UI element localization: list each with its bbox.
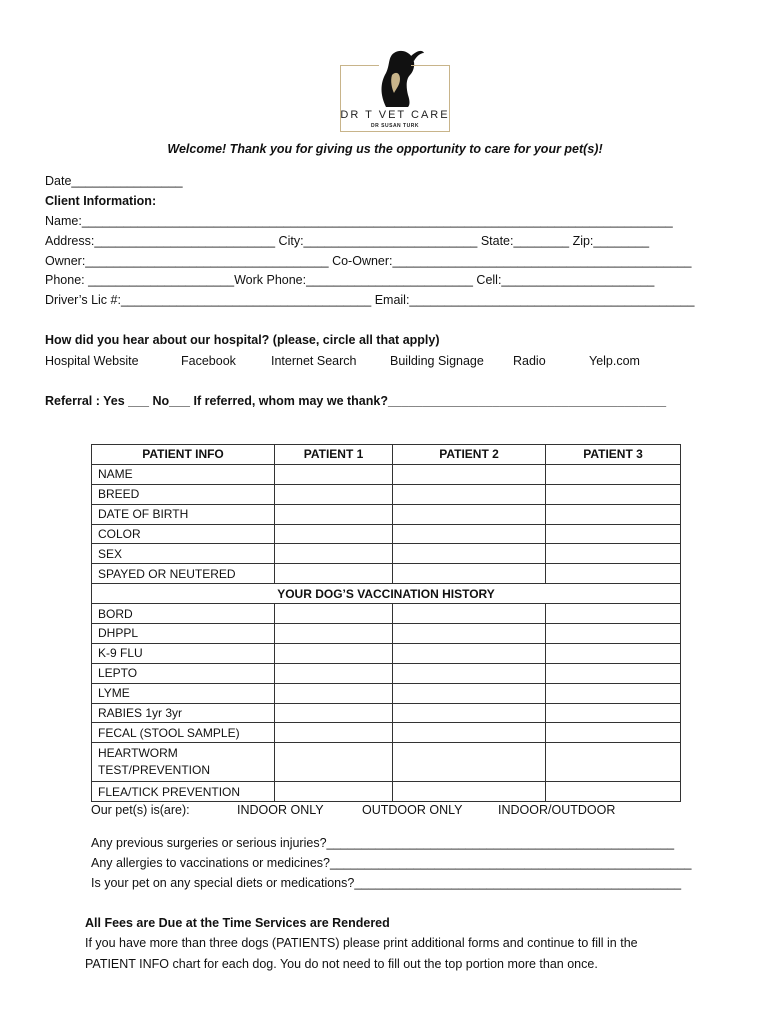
row-label: LYME (92, 683, 275, 703)
address-line[interactable]: Address:__________________________ City:_________________________ State:________ Zip:________ (45, 234, 650, 248)
question-diets[interactable]: Is your pet on any special diets or medications?_______________________________________________ (91, 876, 682, 890)
hear-question: How did you hear about our hospital? (please, circle all that apply) (45, 333, 440, 347)
row-label: FECAL (STOOL SAMPLE) (92, 723, 275, 743)
table-cell[interactable] (546, 743, 681, 782)
name-field[interactable]: Name:_____________________________________________________________________________________ (45, 214, 673, 228)
table-cell[interactable] (275, 604, 393, 624)
table-cell[interactable] (393, 683, 546, 703)
table-cell[interactable] (546, 524, 681, 544)
header-patient-3: PATIENT 3 (546, 445, 681, 465)
row-label: SPAYED OR NEUTERED (92, 564, 275, 584)
fees-heading: All Fees are Due at the Time Services are Rendered (85, 916, 390, 930)
fees-note-line-2: PATIENT INFO chart for each dog. You do not need to fill out the top portion more than once. (85, 957, 598, 971)
phone-line[interactable]: Phone: _____________________Work Phone:________________________ Cell:______________________ (45, 273, 655, 287)
table-cell[interactable] (275, 723, 393, 743)
table-row (92, 524, 681, 544)
client-info-heading: Client Information: (45, 194, 157, 208)
question-surgeries[interactable]: Any previous surgeries or serious injuries?__________________________________________________ (91, 836, 675, 850)
row-label: BREED (92, 484, 275, 504)
table-cell[interactable] (393, 624, 546, 644)
table-cell[interactable] (275, 564, 393, 584)
table-cell[interactable] (546, 643, 681, 663)
table-row (92, 604, 681, 624)
table-cell[interactable] (275, 683, 393, 703)
pet-location-outdoor[interactable]: OUTDOOR ONLY (362, 803, 463, 817)
table-row (92, 683, 681, 703)
logo-brand: DR T VET CARE (340, 109, 450, 121)
table-row (92, 663, 681, 683)
row-label: K-9 FLU (92, 643, 275, 663)
table-cell[interactable] (546, 723, 681, 743)
table-cell[interactable] (393, 703, 546, 723)
table-cell[interactable] (546, 683, 681, 703)
row-label: NAME (92, 464, 275, 484)
logo (340, 45, 450, 135)
table-cell[interactable] (275, 703, 393, 723)
row-label: FLEA/TICK PREVENTION (92, 782, 275, 802)
question-allergies[interactable]: Any allergies to vaccinations or medicines?____________________________________________________ (91, 856, 692, 870)
table-cell[interactable] (546, 504, 681, 524)
header-patient-2: PATIENT 2 (393, 445, 546, 465)
table-row (92, 564, 681, 584)
table-row (92, 643, 681, 663)
hear-option-building-signage[interactable]: Building Signage (390, 354, 484, 368)
row-label: COLOR (92, 524, 275, 544)
license-email-line[interactable]: Driver’s Lic #:____________________________________ Email:_________________________________________ (45, 293, 695, 307)
table-row (92, 743, 681, 782)
hear-option-yelp[interactable]: Yelp.com (589, 354, 640, 368)
welcome-message: Welcome! Thank you for giving us the opportunity to care for your pet(s)! (167, 142, 603, 156)
table-cell[interactable] (546, 663, 681, 683)
table-cell[interactable] (275, 663, 393, 683)
table-cell[interactable] (393, 604, 546, 624)
table-cell[interactable] (393, 723, 546, 743)
table-row (92, 484, 681, 504)
hear-option-website[interactable]: Hospital Website (45, 354, 139, 368)
table-cell[interactable] (393, 663, 546, 683)
table-cell[interactable] (546, 703, 681, 723)
table-cell[interactable] (393, 782, 546, 802)
row-label-heartworm (92, 743, 275, 782)
header-patient-1: PATIENT 1 (275, 445, 393, 465)
table-cell[interactable] (393, 743, 546, 782)
table-cell[interactable] (546, 782, 681, 802)
row-label: LEPTO (92, 663, 275, 683)
table-cell[interactable] (546, 624, 681, 644)
table-cell[interactable] (275, 524, 393, 544)
table-cell[interactable] (546, 464, 681, 484)
pet-location-indoor[interactable]: INDOOR ONLY (237, 803, 324, 817)
table-cell[interactable] (393, 484, 546, 504)
table-header-row (92, 445, 681, 465)
table-cell[interactable] (393, 464, 546, 484)
table-cell[interactable] (275, 624, 393, 644)
table-row (92, 723, 681, 743)
table-cell[interactable] (275, 484, 393, 504)
hear-option-internet-search[interactable]: Internet Search (271, 354, 357, 368)
table-cell[interactable] (393, 643, 546, 663)
hear-option-facebook[interactable]: Facebook (181, 354, 236, 368)
row-label: DHPPL (92, 624, 275, 644)
table-cell[interactable] (275, 464, 393, 484)
table-row (92, 624, 681, 644)
table-cell[interactable] (275, 743, 393, 782)
table-cell[interactable] (275, 643, 393, 663)
fees-note-line-1: If you have more than three dogs (PATIENTS) please print additional forms and continue to fill in the (85, 936, 638, 950)
table-row (92, 782, 681, 802)
pet-location-indoor-outdoor[interactable]: INDOOR/OUTDOOR (498, 803, 616, 817)
hear-option-radio[interactable]: Radio (513, 354, 546, 368)
row-label: DATE OF BIRTH (92, 504, 275, 524)
table-cell[interactable] (546, 604, 681, 624)
table-cell[interactable] (393, 544, 546, 564)
table-row (92, 504, 681, 524)
logo-frame (340, 65, 450, 132)
table-cell[interactable] (393, 524, 546, 544)
table-row (92, 703, 681, 723)
table-cell[interactable] (275, 782, 393, 802)
referral-line[interactable]: Referral : Yes ___ No___ If referred, whom may we thank?________________________________________ (45, 394, 667, 408)
patient-info-table (91, 444, 681, 802)
table-cell[interactable] (393, 564, 546, 584)
vaccination-heading: YOUR DOG’S VACCINATION HISTORY (92, 584, 681, 604)
row-label: RABIES 1yr 3yr (92, 703, 275, 723)
date-field[interactable]: Date________________ (45, 174, 183, 188)
table-cell[interactable] (275, 504, 393, 524)
table-cell[interactable] (546, 544, 681, 564)
row-label: BORD (92, 604, 275, 624)
heartworm-label-1: HEARTWORM (98, 746, 178, 761)
table-row (92, 464, 681, 484)
header-patient-info: PATIENT INFO (92, 445, 275, 465)
heartworm-label-2: TEST/PREVENTION (98, 763, 211, 778)
table-cell[interactable] (393, 504, 546, 524)
table-row (92, 544, 681, 564)
table-cell[interactable] (546, 564, 681, 584)
owner-line[interactable]: Owner:___________________________________ Co-Owner:___________________________________________ (45, 254, 692, 268)
table-cell[interactable] (546, 484, 681, 504)
pet-location-label: Our pet(s) is(are): (91, 803, 190, 817)
row-label: SEX (92, 544, 275, 564)
logo-subtitle: DR SUSAN TURK (371, 123, 419, 129)
table-cell[interactable] (275, 544, 393, 564)
vaccination-heading-row (92, 584, 681, 604)
